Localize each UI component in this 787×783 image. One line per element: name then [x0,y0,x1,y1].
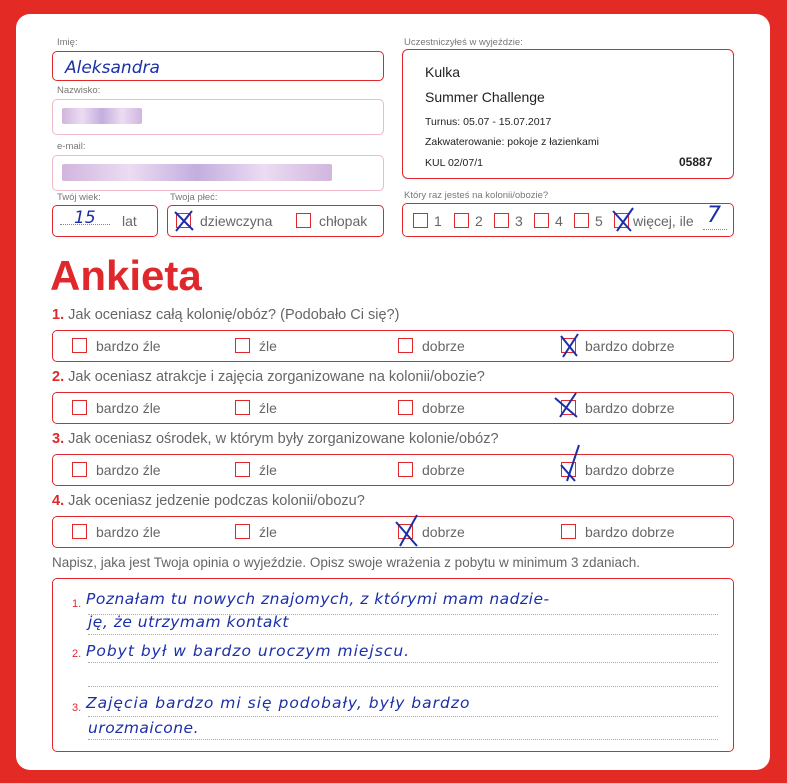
q1-option-2: źle [259,338,277,354]
check-mark-icon [552,390,582,420]
times-checkbox-4[interactable] [534,213,549,228]
opinion-num-3: 3. [72,702,82,714]
question-1 [52,307,399,323]
q4-option-2: źle [259,524,277,540]
opinion-text-line1a: Poznałam tu nowych znajomych, z którymi mam nadzie- [86,590,550,608]
opinion-text-line1b: ję, że utrzymam kontakt [88,613,289,631]
plec-label: Twoja płeć: [170,192,218,203]
opinion-text-line2: Pobyt był w bardzo uroczym miejscu. [86,642,411,660]
trip-label: Uczestniczyłeś w wyjeździe: [404,37,523,48]
wiek-value: 15 [74,208,96,228]
times-option-more: więcej, ile [633,213,694,229]
times-option-2: 2 [475,213,483,229]
times-label: Który raz jesteś na kolonii/obozie? [404,190,549,201]
survey-title: Ankieta [50,252,202,299]
check-mark-icon [557,443,583,483]
q3-option-3: dobrze [422,462,465,478]
q4-checkbox-2[interactable] [235,524,250,539]
email-label: e-mail: [57,141,86,152]
trip-name-line2: Summer Challenge [425,89,545,105]
q2-checkbox-1[interactable] [72,400,87,415]
opinion-line [88,686,718,687]
q1-option-1: bardzo źle [96,338,161,354]
q4-checkbox-1[interactable] [72,524,87,539]
times-checkbox-1[interactable] [413,213,428,228]
question-2 [52,369,485,385]
question-4-num: 4. [52,493,65,509]
times-dotted-line [703,229,727,230]
question-4-text: Jak oceniasz jedzenie podczas kolonii/obozu? [68,493,365,509]
opinion-num-1: 1. [72,598,82,610]
wiek-field[interactable] [52,205,158,237]
times-option-1: 1 [434,213,442,229]
q1-checkbox-2[interactable] [235,338,250,353]
nazwisko-redacted [62,108,142,124]
q1-option-3: dobrze [422,338,465,354]
q2-option-4: bardzo dobrze [585,400,675,416]
trip-code: KUL 02/07/1 [425,157,483,169]
question-3-text: Jak oceniasz ośrodek, w którym były zorganizowane kolonie/obóz? [68,431,499,447]
nazwisko-label: Nazwisko: [57,85,101,96]
question-3 [52,431,499,447]
q2-checkbox-2[interactable] [235,400,250,415]
question-2-text: Jak oceniasz atrakcje i zajęcia zorganizowane na kolonii/obozie? [68,369,485,385]
opinion-line [88,716,718,717]
trip-number: 05887 [679,155,713,169]
q4-option-1: bardzo źle [96,524,161,540]
opinion-num-2: 2. [72,648,82,660]
q3-option-4: bardzo dobrze [585,462,675,478]
times-checkbox-5[interactable] [574,213,589,228]
q4-option-3: dobrze [422,524,465,540]
trip-zakwaterowanie: Zakwaterowanie: pokoje z łazienkami [425,136,599,148]
opinion-line [88,634,718,635]
q3-option-2: źle [259,462,277,478]
q2-option-2: źle [259,400,277,416]
email-redacted [62,164,332,181]
wiek-label: Twój wiek: [57,192,101,203]
q2-checkbox-3[interactable] [398,400,413,415]
times-checkbox-2[interactable] [454,213,469,228]
times-checkbox-3[interactable] [494,213,509,228]
opinion-text-line3b: urozmaicone. [88,719,200,737]
opinion-text-line3a: Zajęcia bardzo mi się podobały, były bardzo [86,694,471,712]
q2-option-3: dobrze [422,400,465,416]
question-3-num: 3. [52,431,65,447]
times-option-4: 4 [555,213,563,229]
opinion-line [88,662,718,663]
imie-label: Imię: [57,37,78,48]
q2-option-1: bardzo źle [96,400,161,416]
q1-checkbox-3[interactable] [398,338,413,353]
check-mark-icon [393,512,421,548]
wiek-unit: lat [122,213,137,229]
checkbox-chlopak[interactable] [296,213,311,228]
q3-checkbox-1[interactable] [72,462,87,477]
q4-checkbox-4[interactable] [561,524,576,539]
imie-value: Aleksandra [65,58,160,78]
check-mark-icon [172,209,196,233]
question-2-num: 2. [52,369,65,385]
opinion-line [88,739,718,740]
check-mark-icon [557,331,581,359]
q1-option-4: bardzo dobrze [585,338,675,354]
q4-option-4: bardzo dobrze [585,524,675,540]
trip-turnus: Turnus: 05.07 - 15.07.2017 [425,116,552,128]
trip-name-line1: Kulka [425,64,461,80]
question-1-num: 1. [52,307,65,323]
opinion-prompt: Napisz, jaka jest Twoja opinia o wyjeździe. Opisz swoje wrażenia z pobytu w minimum 3 zdaniach. [52,555,641,570]
times-more-value: 7 [707,203,721,228]
q3-option-1: bardzo źle [96,462,161,478]
times-option-3: 3 [515,213,523,229]
question-1-text: Jak oceniasz całą kolonię/obóz? (Podobało Ci się?) [68,307,400,323]
trip-card [402,49,734,179]
times-option-5: 5 [595,213,603,229]
q1-checkbox-1[interactable] [72,338,87,353]
q3-checkbox-3[interactable] [398,462,413,477]
plec-option-chlopak: chłopak [319,213,368,229]
plec-option-dziewczyna: dziewczyna [200,213,273,229]
q3-checkbox-2[interactable] [235,462,250,477]
question-4 [52,493,365,509]
